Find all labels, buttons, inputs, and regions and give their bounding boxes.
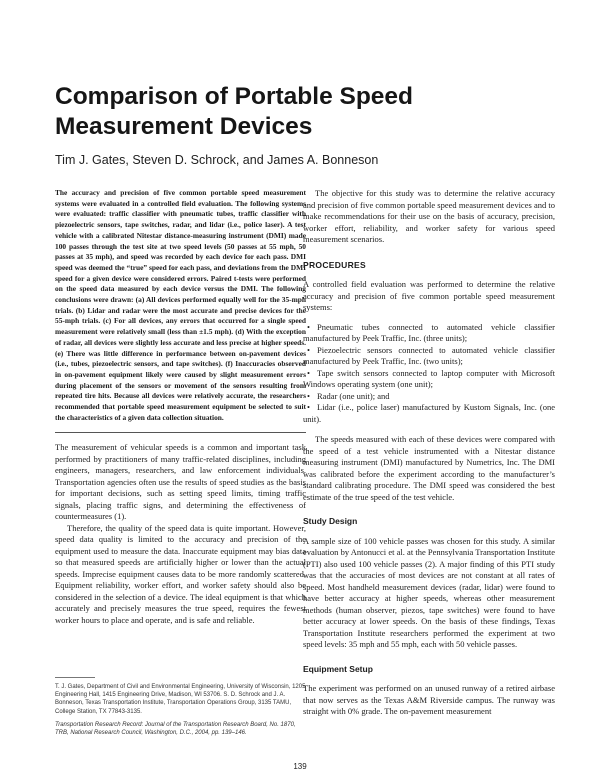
list-item: • Pneumatic tubes connected to automated vehicle classifier manufactured by Peek Traffic, Inc. (three units); bbox=[303, 321, 555, 343]
list-item: • Tape switch sensors connected to laptop computer with Microsoft Windows operating system (one unit); bbox=[303, 367, 555, 389]
list-item: • Piezoelectric sensors connected to automated vehicle classifier manufactured by Peek Traffic, Inc. (two units); bbox=[303, 344, 555, 366]
page-number: 139 bbox=[293, 762, 307, 771]
procedures-paragraph-2: The speeds measured with each of these devices were compared with the speed of a test vehicle instrumented with a Nitestar distance measuring instrument (DMI) manufactured by Numetrics, Inc. The DMI was calibrated before the experiment according to the manufacturer’s standard calibrating procedure. The DMI speed was considered the best estimate of the true speed of the test vehicle. bbox=[303, 434, 555, 502]
study-design-paragraph: A sample size of 100 vehicle passes was chosen for this study. A similar evaluation by Antonucci et al. at the Pennsylvania Transportation Institute (PTI) also used 100 vehicle passes (2). A major finding of this PTI study was that the accuracies of most devices are not constant at all rates of speed. Most handheld measurement devices (radar, lidar) were found to have better accuracy at higher speeds, whereas other measurement methods (human observer, piezos, tape switches) were found to have better accuracy at lower speeds. On the basis of these findings, Texas Transportation Institute researchers performed the experiment at two speed levels: 35 mph and 55 mph, each with 50 vehicle passes. bbox=[303, 535, 555, 649]
abstract-divider bbox=[55, 432, 306, 433]
equipment-setup-paragraph: The experiment was performed on an unused runway of a retired airbase that now serves as the Texas A&M Riverside campus. The runway was straight with 0% grade. The on-pavement measurement bbox=[303, 683, 555, 716]
left-column bbox=[55, 188, 306, 626]
author-list: Tim J. Gates, Steven D. Schrock, and James A. Bonneson bbox=[55, 153, 379, 167]
abstract: The accuracy and precision of five common portable speed measurement systems were evaluated in a controlled field evaluation. The following systems were evaluated: traffic classifier with pneumatic tubes, traffic classifier with piezoelectric sensors, tape switches, radar, and lidar (i.e., police laser). A test vehicle with a calibrated Nitestar distance-measuring instrument (DMI) made 100 passes through the test site at two speed levels (50 passes at 55 mph, 50 passes at 35 mph), and speed was recorded by each device for each pass. DMI speed was deemed the “true” speed for each pass, and deviations from the DMI speed for a given device were considered errors. Paired t-tests were performed on the speed data measured by each device versus the DMI. The following conclusions were drawn: (a) All devices performed equally well for the 35-mph trials. (b) Lidar and radar were the most accurate and precise devices for the 55-mph trials. (c) For all devices, any errors that occurred for a single speed measurement were relatively small (less than ±1.5 mph). (d) With the exception of radar, all devices were slightly less accurate and less precise at higher speeds. (e) There was little difference in performance between on-pavement devices (i.e., tubes, piezoelectric sensors, and tape switches). (f) Inaccuracies observed in on-pavement equipment likely were caused by slight measurement errors during placement of the sensors or movement of the sensors resulting from repeated tire hits. Because all devices were relatively accurate, the researchers recommended that portable speed measurement equipment be selected to suit the characteristics of a given data collection situation. bbox=[55, 188, 306, 422]
objective-paragraph: The objective for this study was to determine the relative accuracy and precision of five common portable speed measurement devices and to make recommendations for their use on the basis of accuracy, precision, worker effort, reliability, and worker safety for various speed measurement scenarios. bbox=[303, 188, 555, 244]
footnote-divider bbox=[55, 677, 95, 678]
footnote-citation: Transportation Research Record: Journal of the Transportation Research Board, No. 1870, TRB, National Research Council, Washington, D.C., 2004, pp. 139–146. bbox=[55, 721, 296, 737]
study-design-heading: Study Design bbox=[303, 516, 358, 526]
paper-title: Comparison of Portable Speed Measurement Devices bbox=[55, 83, 414, 140]
footnote-affiliations: T. J. Gates, Department of Civil and Environmental Engineering, University of Wisconsin, 1205 Engineering Hall, 1415 Engineering Drive, Madison, WI 53706. S. D. Schrock and J. A. Bonneson, Texas Transportation Institute, Transportation Operations Group, 3135 TAMU, College Station, TX 77843-3135. bbox=[55, 684, 306, 715]
equipment-setup-heading: Equipment Setup bbox=[303, 663, 373, 674]
procedures-paragraph-1: A controlled field evaluation was performed to determine the relative accuracy and precision of five common portable speed measurement systems: bbox=[303, 279, 555, 312]
right-column bbox=[303, 188, 555, 718]
procedures-heading: PROCEDURES bbox=[303, 259, 366, 270]
list-item: • Lidar (i.e., police laser) manufactured by Kustom Signals, Inc. (one unit). bbox=[303, 402, 555, 424]
intro-paragraph-1: The measurement of vehicular speeds is a common and important task performed by practitioners of many traffic-related disciplines, including engineers, managers, researchers, and law enforcement individuals. Transportation agencies often use the results of speed studies as the basis for important decisions, such as setting speed limits, timing traffic signals, placing traffic signs, and determining the effectiveness of countermeasures (1). bbox=[55, 442, 306, 522]
intro-paragraph-2: Therefore, the quality of the speed data is quite important. However, speed data quality is limited to the accuracy and precision of the equipment used to measure the data. Inaccurate equipment may bias data so that measured speeds are artificially higher or lower than the actual speeds. Imprecise equipment causes data to be more randomly scattered. Equipment reliability, worker effort, and worker safety should also be considered in the selection of a device. The ideal equipment is that which accurately and precisely measures the true speed, requires the fewest worker hours to place and operate, and is safe and reliable. bbox=[55, 522, 306, 625]
footnote bbox=[55, 683, 306, 737]
list-item: • Radar (one unit); and bbox=[307, 390, 390, 401]
device-list bbox=[303, 322, 555, 426]
